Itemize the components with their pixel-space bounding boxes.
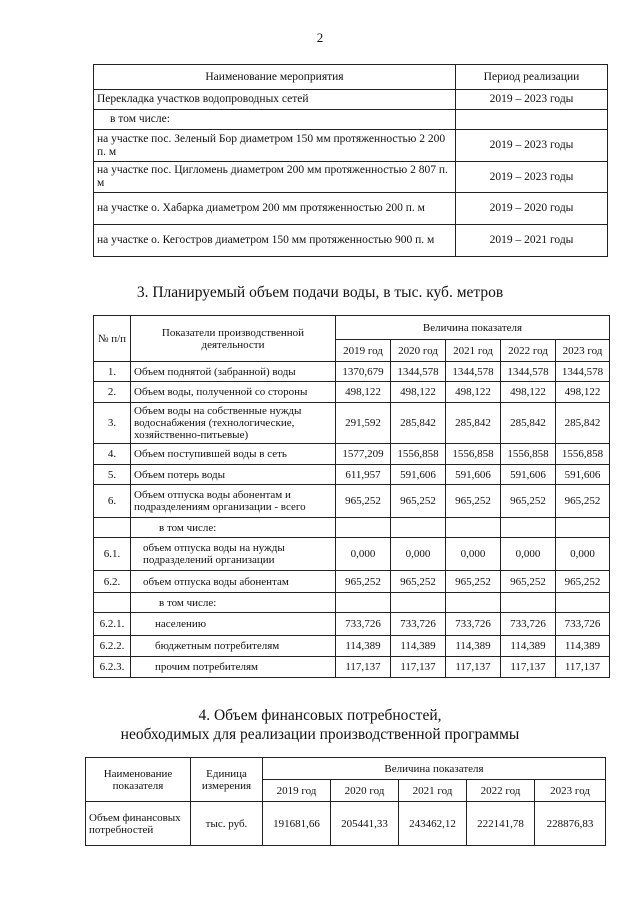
row-indicator: Объем воды, полученной со стороны — [131, 382, 336, 403]
row-num: 6.2.2. — [94, 636, 131, 657]
fin-header-name: Наименование показателя — [86, 758, 191, 802]
table-row — [94, 465, 610, 485]
row-num: 4. — [94, 444, 131, 465]
measures-row-period: 2019 – 2023 годы — [456, 90, 608, 110]
row-value — [556, 593, 610, 613]
row-value: 0,000 — [336, 538, 391, 571]
row-value: 733,726 — [501, 613, 556, 636]
row-value — [336, 518, 391, 538]
row-indicator: в том числе: — [131, 518, 336, 538]
row-value: 114,389 — [336, 636, 391, 657]
page-number: 2 — [316, 30, 324, 45]
row-num — [94, 593, 131, 613]
row-value: 0,000 — [446, 538, 501, 571]
row-value — [391, 518, 446, 538]
fin-row-value: 243462,12 — [399, 802, 467, 846]
fin-row-unit: тыс. руб. — [191, 802, 263, 846]
measures-row-name: на участке пос. Цигломень диаметром 200 мм протяженностью 2 807 п. м — [94, 162, 456, 193]
row-value — [556, 518, 610, 538]
row-value: 591,606 — [446, 465, 501, 485]
fin-year-header: 2023 год — [535, 780, 606, 802]
row-num: 6.2.3. — [94, 657, 131, 678]
row-value: 1370,679 — [336, 362, 391, 382]
table-row — [94, 518, 610, 538]
row-value — [446, 593, 501, 613]
row-num: 6.1. — [94, 538, 131, 571]
row-value: 965,252 — [391, 485, 446, 518]
row-value: 285,842 — [501, 403, 556, 444]
measures-row-name: в том числе: — [94, 110, 456, 130]
row-value: 591,606 — [501, 465, 556, 485]
row-num: 6.2.1. — [94, 613, 131, 636]
fin-year-header: 2022 год — [467, 780, 535, 802]
row-value: 285,842 — [391, 403, 446, 444]
row-value: 117,137 — [391, 657, 446, 678]
row-num: 6. — [94, 485, 131, 518]
section-3-title: 3. Планируемый объем подачи воды, в тыс. куб. метров — [136, 284, 504, 301]
row-value: 0,000 — [501, 538, 556, 571]
financial-table — [85, 757, 606, 846]
row-value: 965,252 — [336, 485, 391, 518]
row-indicator: бюджетным потребителям — [131, 636, 336, 657]
measures-row-name: Перекладка участков водопроводных сетей — [94, 90, 456, 110]
measures-row-period: 2019 – 2021 годы — [456, 225, 608, 257]
row-value — [446, 518, 501, 538]
fin-year-header: 2021 год — [399, 780, 467, 802]
row-value: 733,726 — [391, 613, 446, 636]
row-indicator: Объем поднятой (забранной) воды — [131, 362, 336, 382]
year-header: 2022 год — [501, 340, 556, 362]
fin-row-value: 205441,33 — [331, 802, 399, 846]
row-value: 733,726 — [556, 613, 610, 636]
fin-year-header: 2019 год — [263, 780, 331, 802]
year-header: 2021 год — [446, 340, 501, 362]
table-row — [94, 657, 610, 678]
row-value: 1556,858 — [556, 444, 610, 465]
table-row — [94, 538, 610, 571]
water-supply-table — [93, 315, 610, 678]
row-indicator: объем отпуска воды абонентам — [131, 571, 336, 593]
table-row — [94, 571, 610, 593]
table-row — [94, 362, 610, 382]
row-num: 5. — [94, 465, 131, 485]
row-value: 733,726 — [446, 613, 501, 636]
row-indicator: Объем поступившей воды в сеть — [131, 444, 336, 465]
row-value: 965,252 — [556, 571, 610, 593]
row-num — [94, 518, 131, 538]
row-num: 6.2. — [94, 571, 131, 593]
fin-row-name: Объем финансовых потребностей — [86, 802, 191, 846]
row-value: 117,137 — [446, 657, 501, 678]
fin-header-value: Величина показателя — [263, 758, 606, 780]
row-value: 498,122 — [336, 382, 391, 403]
row-value: 591,606 — [556, 465, 610, 485]
measures-row-name: на участке о. Хабарка диаметром 200 мм протяженностью 200 п. м — [94, 193, 456, 225]
measures-header-name: Наименование мероприятия — [94, 65, 456, 90]
fin-row-value: 191681,66 — [263, 802, 331, 846]
row-value — [501, 518, 556, 538]
row-value: 733,726 — [336, 613, 391, 636]
row-value: 498,122 — [446, 382, 501, 403]
row-value: 965,252 — [446, 571, 501, 593]
row-indicator: прочим потребителям — [131, 657, 336, 678]
row-value: 117,137 — [336, 657, 391, 678]
table-row — [94, 613, 610, 636]
row-value: 1344,578 — [446, 362, 501, 382]
measures-row-name: на участке о. Кегостров диаметром 150 мм протяженностью 900 п. м — [94, 225, 456, 257]
fin-row-value: 222141,78 — [467, 802, 535, 846]
row-value: 1344,578 — [556, 362, 610, 382]
year-header: 2020 год — [391, 340, 446, 362]
row-value: 285,842 — [556, 403, 610, 444]
row-value: 498,122 — [556, 382, 610, 403]
row-value: 1556,858 — [446, 444, 501, 465]
row-value: 965,252 — [501, 485, 556, 518]
table-row — [94, 403, 610, 444]
row-value: 498,122 — [391, 382, 446, 403]
row-value: 965,252 — [501, 571, 556, 593]
row-value: 1344,578 — [501, 362, 556, 382]
row-value: 611,957 — [336, 465, 391, 485]
measures-header-period: Период реализации — [456, 65, 608, 90]
fin-row-value: 228876,83 — [535, 802, 606, 846]
row-value: 1556,858 — [501, 444, 556, 465]
row-indicator: населению — [131, 613, 336, 636]
row-value — [391, 593, 446, 613]
row-value: 1344,578 — [391, 362, 446, 382]
row-value: 965,252 — [446, 485, 501, 518]
row-value: 291,592 — [336, 403, 391, 444]
measures-row-period: 2019 – 2020 годы — [456, 193, 608, 225]
year-header: 2023 год — [556, 340, 610, 362]
table-row — [94, 444, 610, 465]
row-value: 591,606 — [391, 465, 446, 485]
row-value: 965,252 — [391, 571, 446, 593]
table-row — [94, 593, 610, 613]
row-indicator: объем отпуска воды на нужды подразделений организации — [131, 538, 336, 571]
fin-year-header: 2020 год — [331, 780, 399, 802]
measures-table — [93, 64, 608, 257]
table-row — [94, 382, 610, 403]
row-indicator: в том числе: — [131, 593, 336, 613]
row-value: 117,137 — [556, 657, 610, 678]
table-row — [94, 636, 610, 657]
row-value: 114,389 — [446, 636, 501, 657]
table-row — [94, 485, 610, 518]
row-num: 1. — [94, 362, 131, 382]
row-num: 3. — [94, 403, 131, 444]
row-value — [501, 593, 556, 613]
row-indicator: Объем потерь воды — [131, 465, 336, 485]
year-header: 2019 год — [336, 340, 391, 362]
row-value: 0,000 — [391, 538, 446, 571]
row-value: 114,389 — [556, 636, 610, 657]
row-value: 1577,209 — [336, 444, 391, 465]
row-indicator: Объем отпуска воды абонентам и подразделениям организации - всего — [131, 485, 336, 518]
row-value: 0,000 — [556, 538, 610, 571]
section-4-title-line2: необходимых для реализации производственной программы — [120, 726, 520, 743]
row-value: 965,252 — [336, 571, 391, 593]
row-value: 498,122 — [501, 382, 556, 403]
row-value: 285,842 — [446, 403, 501, 444]
header-value: Величина показателя — [336, 316, 610, 340]
row-value: 114,389 — [391, 636, 446, 657]
row-value: 1556,858 — [391, 444, 446, 465]
row-value: 114,389 — [501, 636, 556, 657]
measures-row-period: 2019 – 2023 годы — [456, 162, 608, 193]
row-value — [336, 593, 391, 613]
header-num: № п/п — [94, 316, 131, 362]
row-value: 965,252 — [556, 485, 610, 518]
measures-row-period — [456, 110, 608, 130]
measures-row-period: 2019 – 2023 годы — [456, 130, 608, 162]
measures-row-name: на участке пос. Зеленый Бор диаметром 150 мм протяженностью 2 200 п. м — [94, 130, 456, 162]
row-indicator: Объем воды на собственные нужды водоснабжения (технологические, хозяйственно-питьевые) — [131, 403, 336, 444]
section-4-title-line1: 4. Объем финансовых потребностей, — [198, 707, 442, 724]
row-value: 117,137 — [501, 657, 556, 678]
fin-header-unit: Единица измерения — [191, 758, 263, 802]
header-indicator: Показатели производственной деятельности — [131, 316, 336, 362]
row-num: 2. — [94, 382, 131, 403]
